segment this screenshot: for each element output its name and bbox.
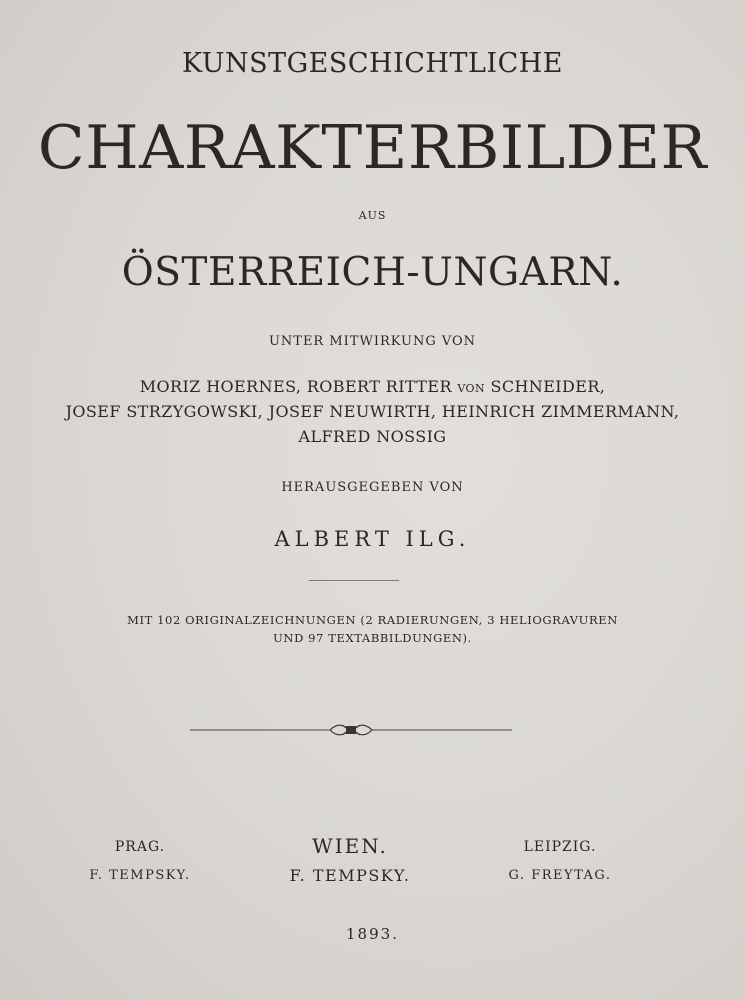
region-title: ÖSTERREICH-UNGARN. [121, 250, 624, 295]
publication-year: 1893. [346, 925, 399, 943]
imprint-left-city: PRAG. [114, 839, 166, 855]
contributors-line-1-a: MORIZ HOERNES, ROBERT RITTER [139, 377, 458, 396]
subtitle-top: KUNSTGESCHICHTLICHE [182, 48, 563, 79]
editor-intro: HERAUSGEGEBEN VON [281, 480, 464, 495]
imprint-left-publisher: F. TEMPSKY. [89, 868, 191, 883]
contributors-line-3: ALFRED NOSSIG [298, 427, 447, 446]
main-title: CHARAKTERBILDER [37, 113, 708, 183]
contributors-line-2: JOSEF STRZYGOWSKI, JOSEF NEUWIRTH, HEINRICH ZIMMERMANN, [65, 402, 680, 421]
aus-word: AUS [358, 209, 387, 222]
short-divider-rule [309, 580, 399, 581]
contributors-line-1-b: SCHNEIDER, [484, 377, 606, 396]
imprint-right-publisher: G. FREYTAG. [508, 868, 612, 883]
illustrations-line-1: MIT 102 ORIGINALZEICHNUNGEN (2 RADIERUNGEN, 3 HELIOGRAVUREN [127, 613, 618, 627]
imprint-right-city: LEIPZIG. [523, 839, 597, 855]
ornamental-divider-icon [190, 720, 512, 740]
illustrations-line-2: UND 97 TEXTABBILDUNGEN). [273, 631, 472, 645]
imprint-center-city: WIEN. [312, 834, 388, 858]
collaboration-intro: UNTER MITWIRKUNG VON [268, 334, 477, 349]
imprint-center-publisher: F. TEMPSKY. [289, 866, 411, 885]
contributors-line-1-von: VON [457, 382, 485, 395]
contributors-line-1 [0, 379, 745, 395]
editor-name: ALBERT ILG. [274, 527, 471, 551]
